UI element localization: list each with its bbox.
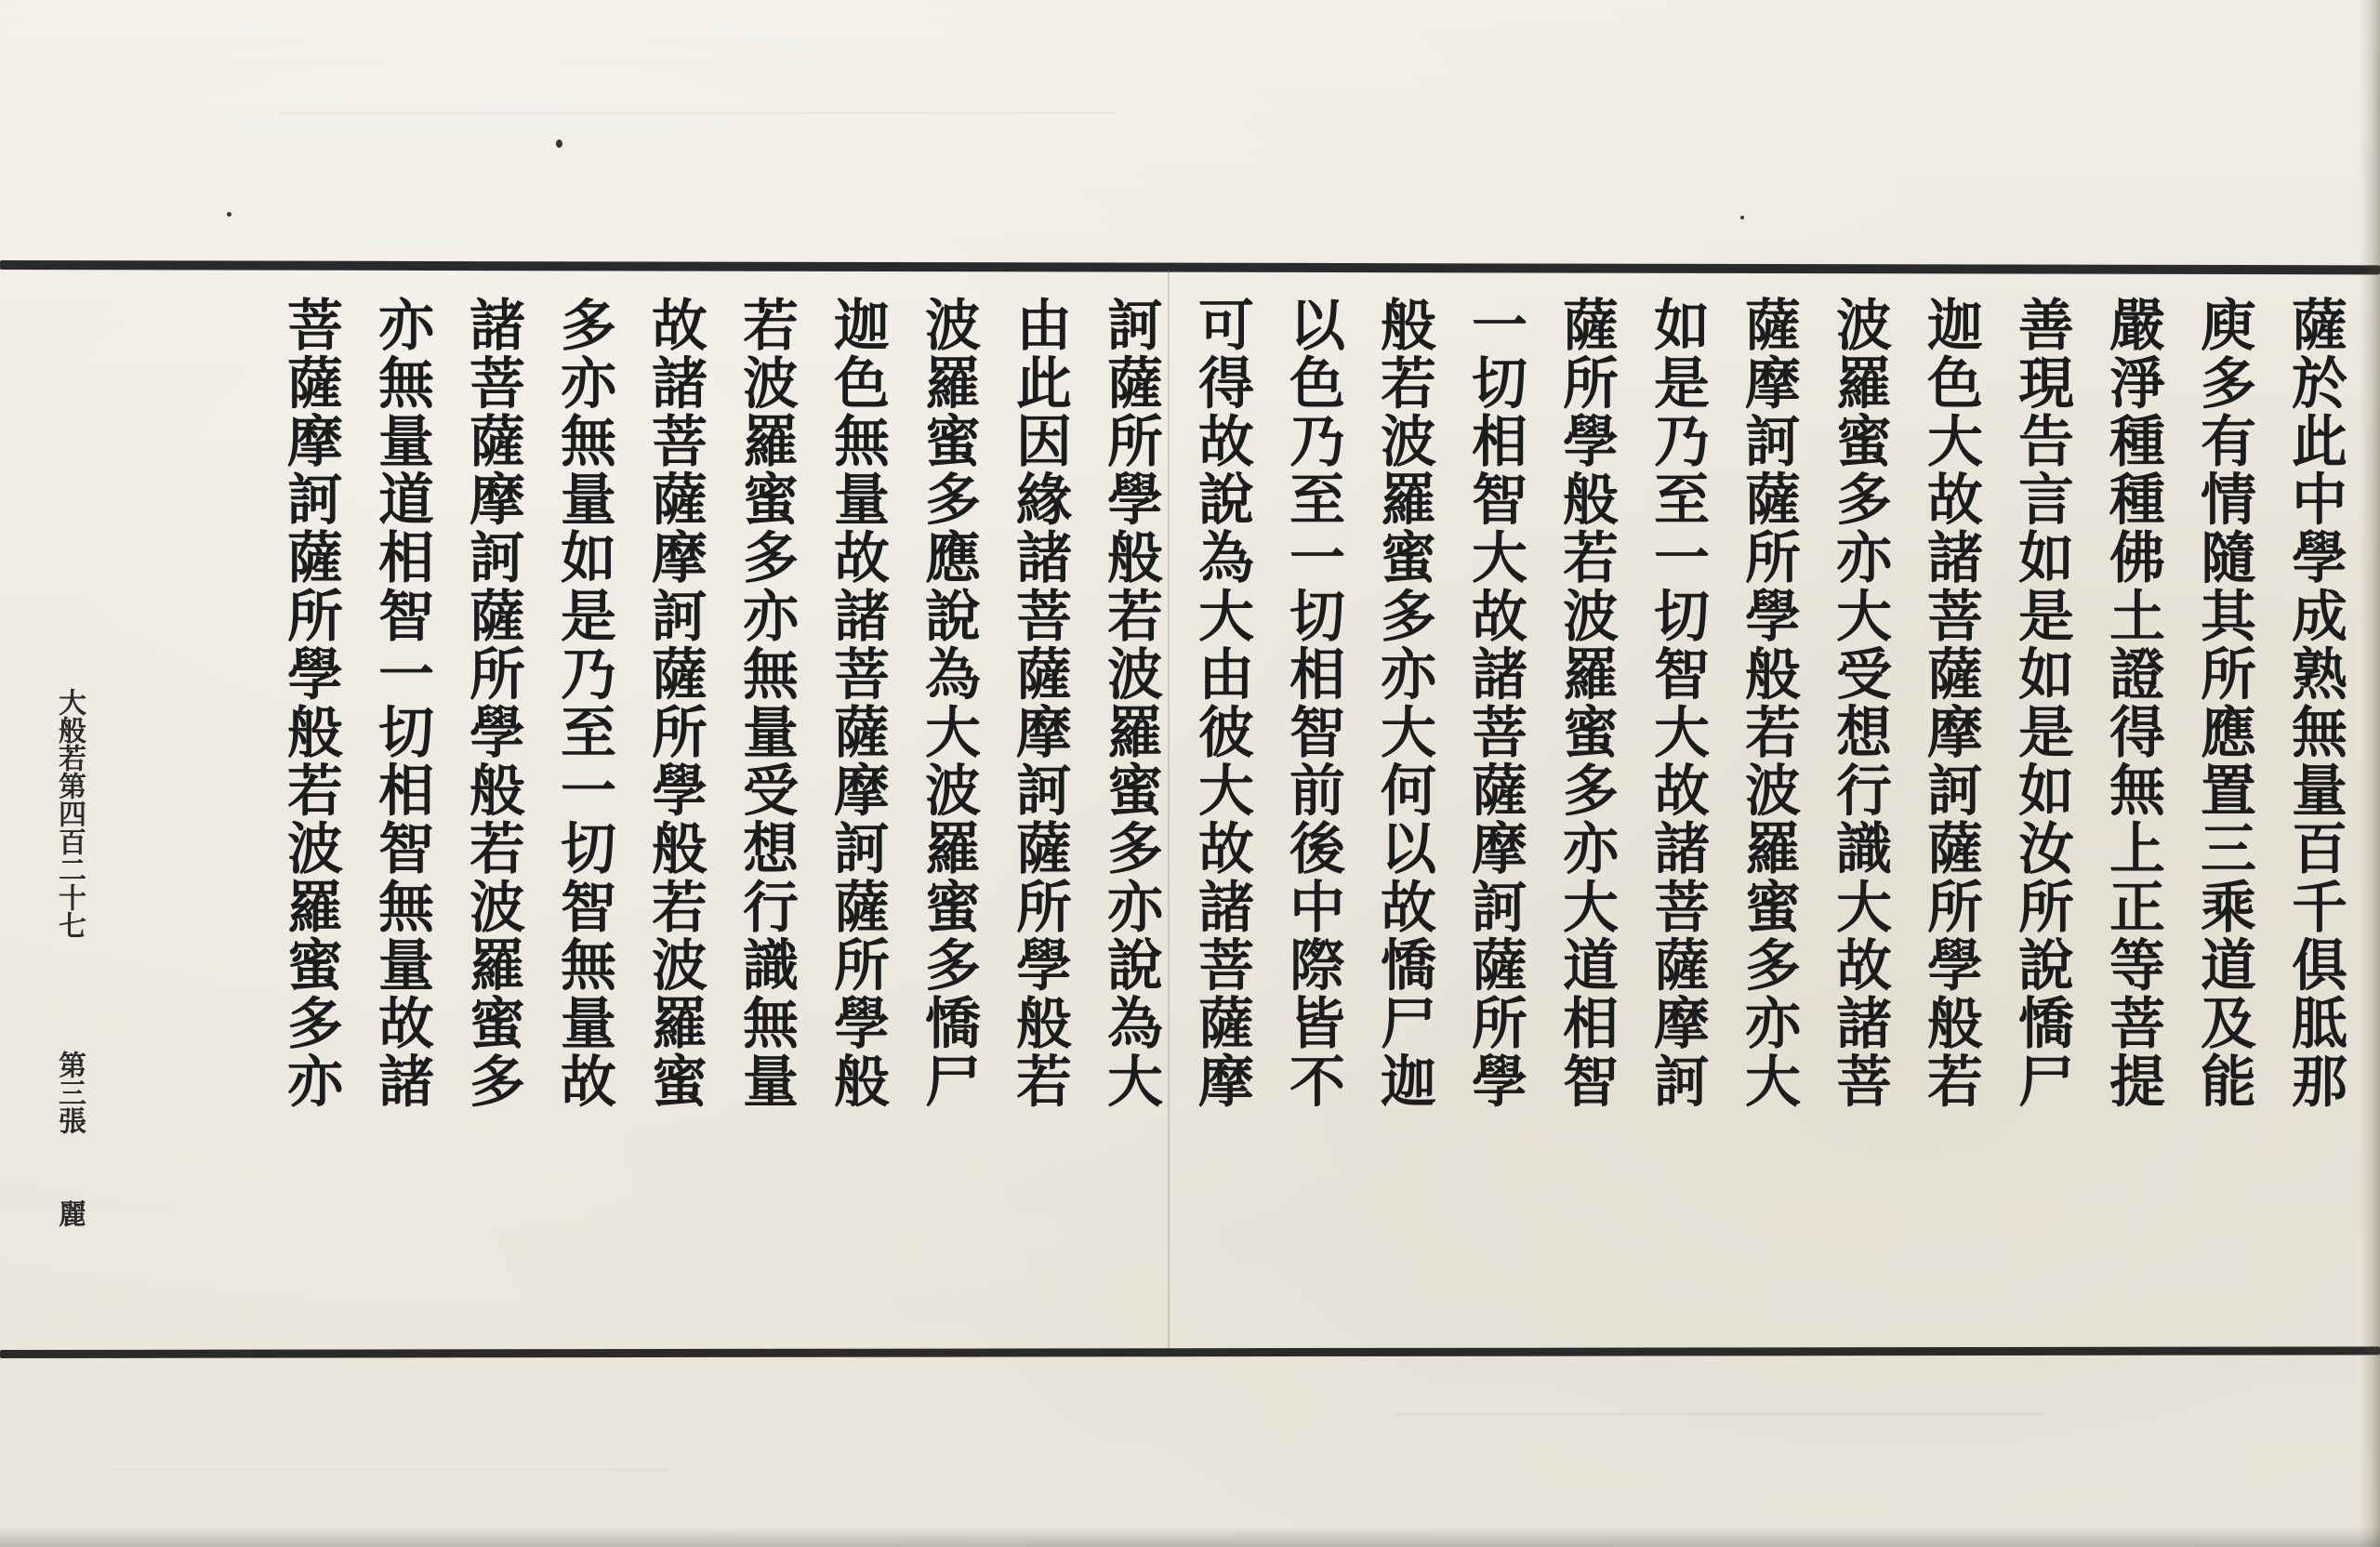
block-frame-top-line xyxy=(0,260,2380,274)
block-frame-bottom-line xyxy=(0,1346,2380,1358)
text-column: 由此因緣諸菩薩摩訶薩所學般若 xyxy=(1007,296,1072,1111)
paper-fiber xyxy=(112,1469,669,1471)
text-column: 波羅蜜多亦大受想行識大故諸菩 xyxy=(1827,296,1892,1111)
text-column: 迦色大故諸菩薩摩訶薩所學般若 xyxy=(1918,296,1983,1111)
text-column: 亦無量道相智一切相智無量故諸 xyxy=(369,296,434,1111)
text-column: 般若波羅蜜多亦大何以故憍尸迦 xyxy=(1371,296,1436,1111)
text-column: 故諸菩薩摩訶薩所學般若波羅蜜 xyxy=(642,296,707,1111)
page-right-edge-shadow xyxy=(2360,0,2380,1547)
text-column: 善現告言如是如是如汝所說憍尸 xyxy=(2009,296,2074,1111)
text-column: 若波羅蜜多亦無量受想行識無量 xyxy=(734,296,799,1111)
text-column: 以色乃至一切相智前後中際皆不 xyxy=(1280,296,1345,1111)
text-column: 庾多有情隨其所應置三乘道及能 xyxy=(2191,296,2256,1111)
page-bottom-edge-shadow xyxy=(0,1527,2380,1547)
paper-fiber xyxy=(279,112,1116,114)
text-column: 一切相智大故諸菩薩摩訶薩所學 xyxy=(1462,296,1527,1111)
text-column: 薩於此中學成熟無量百千俱胝那 xyxy=(2282,296,2347,1111)
text-column: 多亦無量如是乃至一切智無量故 xyxy=(551,296,616,1111)
paper-fiber xyxy=(1395,1413,2045,1416)
text-column: 波羅蜜多應說為大波羅蜜多憍尸 xyxy=(916,296,981,1111)
sheet-number-margin-label: 第三張 xyxy=(53,1051,86,1134)
volume-title-margin-label: 大般若第四百二十七 xyxy=(53,688,86,939)
text-column: 薩所學般若波羅蜜多亦大道相智 xyxy=(1554,296,1619,1111)
carver-mark-margin-label: 麗 xyxy=(53,1199,86,1227)
text-column: 諸菩薩摩訶薩所學般若波羅蜜多 xyxy=(460,296,525,1111)
text-column: 嚴淨種種佛土證得無上正等菩提 xyxy=(2100,296,2165,1111)
text-column: 如是乃至一切智大故諸菩薩摩訶 xyxy=(1645,296,1710,1111)
text-column: 訶薩所學般若波羅蜜多亦說為大 xyxy=(1098,296,1163,1111)
text-column: 迦色無量故諸菩薩摩訶薩所學般 xyxy=(825,296,890,1111)
text-column: 薩摩訶薩所學般若波羅蜜多亦大 xyxy=(1736,296,1801,1111)
text-column: 可得故說為大由彼大故諸菩薩摩 xyxy=(1189,296,1254,1111)
text-column: 菩薩摩訶薩所學般若波羅蜜多亦 xyxy=(278,296,343,1111)
